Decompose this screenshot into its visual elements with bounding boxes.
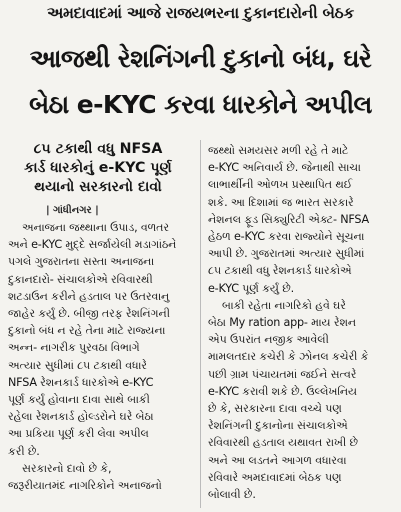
article-line: રવિવારથી હડતાલ યથાવત રાખી છે	[208, 436, 358, 450]
subhead-line: ૮૫ ટકાથી વધુ NFSA	[33, 141, 163, 157]
article-line: એપ ઉપરાંત નજીક આવેલી	[208, 333, 329, 347]
subheadline	[4, 140, 192, 197]
article-line: શકે. આ દિશામાં જ ભારત સરકારે	[208, 195, 354, 209]
article-line: અનાજના જથ્થાના ઉપાડ, વળતર	[22, 221, 169, 234]
article-line: કરી છે.	[8, 444, 40, 458]
article-line: અન્ન- નાગરીક પુરવઠા વિભાગે	[8, 341, 140, 355]
article-line: e-KYC કરાવી શકે છે. ઉલ્લેખનિય	[208, 384, 357, 398]
dateline-place: ગાંધીનગર	[53, 205, 92, 216]
article-line: શટડાઉન કરીને હડતાલ પર ઉતરવાનુ	[8, 289, 170, 303]
article-line: દુકાનો બંધ ન રહે તેના માટે રાજ્યના	[8, 324, 166, 338]
subhead-line: કાર્ડ ધારકોનું e-KYC પૂર્ણ	[24, 160, 172, 176]
column-divider	[200, 140, 201, 508]
article-column-right	[208, 142, 398, 503]
kicker-headline: અમદાવાદમાં આજે રાજયભરના દુકાનદારોની બેઠક	[46, 4, 355, 22]
article-line: રવિવારે અમદાવાદમાં બેઠક પણ	[208, 470, 342, 484]
dateline-bracket: |	[46, 205, 50, 216]
article-line: રહેલા રેશનકાર્ડ હોલ્ડરોને ઘરે બેઠા	[8, 410, 154, 424]
article-line: પગલે ગુજરાતના સસ્તા અનાજના	[8, 255, 155, 269]
article-line: બોલાવી છે.	[208, 488, 256, 502]
article-line: e-KYC પૂર્ણ કર્યું છે.	[208, 281, 295, 295]
article-line: નેશનલ ફૂડ સિક્યુરિટી એક્ટ- NFSA	[208, 212, 369, 226]
article-line: સરકારનો દાવો છે કે,	[22, 461, 112, 475]
article-line: e-KYC અનિવાર્ય છે. જેનાથી સાચા	[208, 161, 361, 175]
article-line: હેઠળ e-KYC કરવા રાજ્યોને સૂચના	[208, 230, 365, 244]
subhead-line: થયાનો સરકારનો દાવો	[34, 179, 162, 195]
article-line: અને આ લડતને આગળ વધારવા	[208, 453, 347, 467]
article-line: લાભાર્થીની ઓળખ પ્રસ્થાપિત થઈ	[208, 178, 353, 192]
article-line: અને e-KYC મુદ્દે સર્જાયેલી મડાગાંઠને	[8, 238, 177, 252]
article-line: જાહેર કર્યું છે. બીજી તરફ રેશનિંગની	[8, 307, 170, 321]
article-line: અત્યાર સુધીમાં ૮૫ ટકાથી વધારે	[8, 358, 147, 372]
article-line: જથ્થો સમયસર મળી રહે તે માટે	[208, 144, 349, 157]
article-line: પછી ગ્રામ પંચાયતમાં જઈને સત્વરે	[208, 367, 357, 381]
article-line: બાકી રહેતા નાગરિકો હવે ઘરે	[222, 298, 346, 312]
dateline-bracket: |	[95, 205, 99, 216]
article-line: જરૂરીયાતમંદ નાગરિકોને અનાજનો	[8, 479, 162, 493]
article-line: મામલતદાર કચેરી કે ઝોનલ કચેરી કે	[208, 350, 369, 364]
headline-line-1: આજથી રેશનિંગની દુકાનો બંધ, ઘરે	[29, 44, 372, 73]
article-line: આપી છે. ગુજરાતમાં અત્યાર સુધીમાં	[208, 247, 365, 261]
article-line: બેઠા My ration app- માય રેશન	[208, 316, 357, 330]
article-line: દુકાનદારો- સંચાલકોએ રવિવારથી	[8, 272, 153, 286]
article-column-left	[8, 219, 194, 494]
article-line: છે કે, સરકારના દાવા વચ્ચે પણ	[208, 402, 342, 416]
article-line: ૮૫ ટકાથી વધુ રેશનકાર્ડ ધારકોએ	[208, 264, 352, 278]
article-line: પૂર્ણ કર્યું હોવાના દાવા સાથે બાકી	[8, 393, 150, 407]
headline-line-2: બેઠા e-KYC કરવા ધારકોને અપીલ	[29, 90, 372, 119]
article-line: રેશનિંગની દુકાનોના સંચાલકોએ	[208, 419, 348, 433]
dateline	[46, 205, 99, 216]
article-line: આ પ્રકિયા પૂર્ણ કરી લેવા અપીલ	[8, 427, 149, 441]
article-line: NFSA રેશનકાર્ડ ધારકોએ e-KYC	[8, 375, 154, 389]
